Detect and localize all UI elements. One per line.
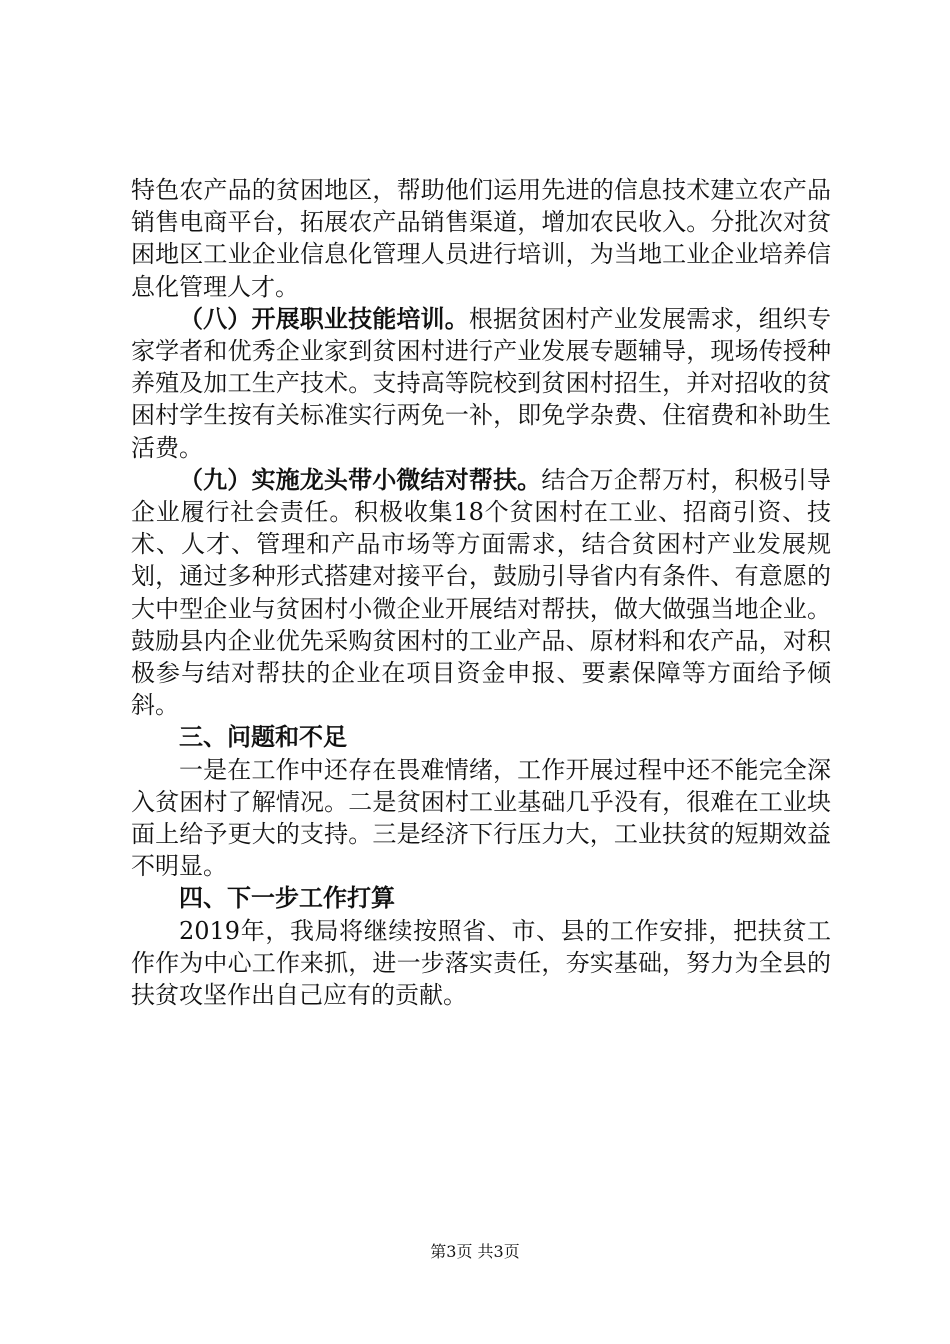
- paragraph-text: 特色农产品的贫困地区，帮助他们运用先进的信息技术建立农产品销售电商平台，拓展农产品销售渠道，增加农民收入。分批次对贫困地区工业企业信息化管理人员进行培训，为当地工业企业培养信息化管理人才。: [131, 176, 831, 301]
- paragraph-text: 一是在工作中还存在畏难情绪，工作开展过程中还不能完全深入贫困村了解情况。二是贫困村工业基础几乎没有，很难在工业块面上给予更大的支持。三是经济下行压力大，工业扶贫的短期效益不明显。: [131, 755, 831, 881]
- paragraph-problems: [131, 754, 831, 883]
- section-heading-problems: 三、问题和不足: [179, 723, 347, 752]
- paragraph-text: 根据贫困村产业发展需求，组织专家学者和优秀企业家到贫困村进行产业发展专题辅导，现场传授种养殖及加工生产技术。支持高等院校到贫困村招生，并对招收的贫困村学生按有关标准实行两免一补，即免学杂费、住宿费和补助生活费。: [131, 304, 832, 462]
- document-body: [131, 174, 831, 1011]
- paragraph-pairing-assistance: [131, 464, 831, 722]
- section-heading-next-steps: 四、下一步工作打算: [179, 884, 395, 913]
- page-number-footer: 第3页 共3页: [430, 1242, 520, 1261]
- paragraph-lead-heading: （八）开展职业技能培训。: [179, 304, 469, 333]
- paragraph-text: 结合万企帮万村，积极引导企业履行社会责任。积极收集18个贫困村在工业、招商引资、技术、人才、管理和产品市场等方面需求，结合贫困村产业发展规划，通过多种形式搭建对接平台，鼓励引导省内有条件、有意愿的大中型企业与贫困村小微企业开展结对帮扶，做大做强当地企业。鼓励县内企业优先采购贫困村的工业产品、原材料和农产品，对积极参与结对帮扶的企业在项目资金申报、要素保障等方面给予倾斜。: [131, 465, 832, 720]
- paragraph-lead-heading: （九）实施龙头带小微结对帮扶。: [179, 465, 542, 494]
- paragraph-continuation: [131, 174, 831, 303]
- paragraph-next-steps: [131, 915, 831, 1012]
- paragraph-text: 2019年，我局将继续按照省、市、县的工作安排，把扶贫工作作为中心工作来抓，进一步落实责任，夯实基础，努力为全县的扶贫攻坚作出自己应有的贡献。: [131, 916, 831, 1010]
- paragraph-vocational-training: [131, 303, 831, 464]
